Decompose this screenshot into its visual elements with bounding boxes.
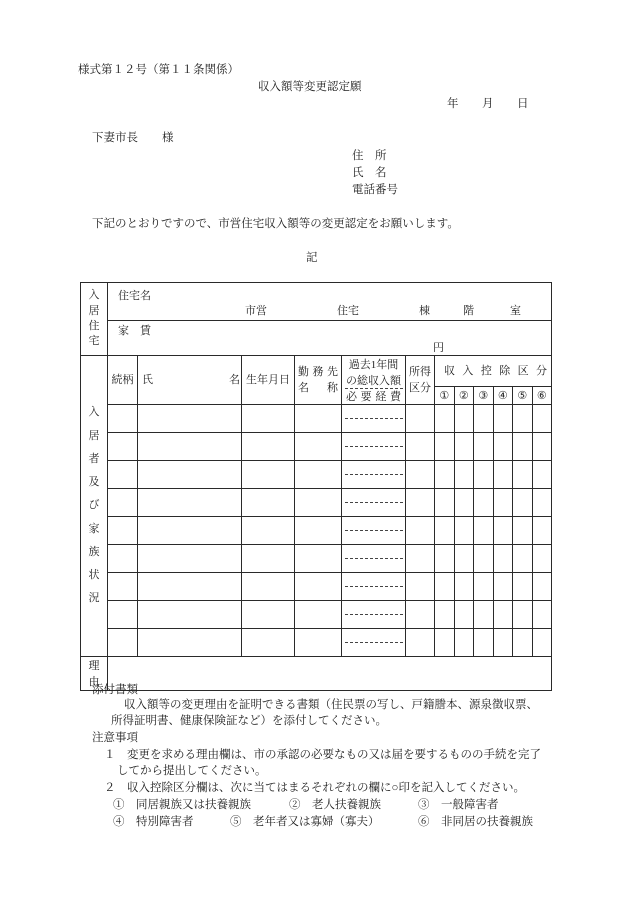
income-cell: [342, 489, 406, 517]
birthdate-cell: [242, 601, 295, 629]
attachments-line: 所得証明書、健康保険証など）を添付してください。: [111, 715, 387, 727]
form-number: 様式第１２号（第１１条関係）: [78, 64, 239, 76]
birthdate-cell: [242, 461, 295, 489]
relation-cell: [108, 573, 138, 601]
deduction-cell: [435, 517, 455, 545]
deduction-cell: [532, 573, 552, 601]
deduction-code-cell: [513, 387, 533, 405]
employer-cell: [295, 573, 342, 601]
label-glyph: 必: [346, 391, 357, 403]
label-glyph: 区: [517, 365, 529, 377]
header-income-class-line1: 所得: [409, 366, 431, 378]
income-class-cell: [406, 405, 435, 433]
income-cell: [342, 573, 406, 601]
deduction-cell: [435, 573, 455, 601]
applicant-phone-label: 電話番号: [352, 184, 398, 196]
employer-cell: [295, 433, 342, 461]
employer-cell: [295, 545, 342, 573]
housing-section-label: 入居住宅: [88, 289, 100, 348]
deduction-cell: [513, 405, 533, 433]
deduction-cell: [435, 601, 455, 629]
attachments-heading: 添付書類: [92, 684, 138, 696]
income-cell: [342, 433, 406, 461]
header-employer-line2: [295, 380, 341, 396]
income-cell: [342, 517, 406, 545]
deduction-cell: [474, 573, 494, 601]
expenses-value: [342, 531, 405, 544]
income-class-cell: [406, 545, 435, 573]
income-class-cell: [406, 601, 435, 629]
label-glyph: 入: [462, 365, 474, 377]
income-class-cell: [406, 461, 435, 489]
deduction-legend-item: ① 同居親族又は扶養親族: [113, 799, 251, 811]
income-class-cell: [406, 573, 435, 601]
label-glyph: 経: [375, 391, 387, 403]
birthdate-cell: [242, 433, 295, 461]
header-income-line1: 過去1年間: [348, 359, 399, 371]
income-class-cell: [406, 433, 435, 461]
relation-cell: [108, 433, 138, 461]
expenses-value: [342, 503, 405, 516]
header-relation: 続柄: [111, 374, 134, 386]
expenses-value: [342, 447, 405, 460]
expenses-value: [342, 559, 405, 572]
household-row: [81, 461, 552, 489]
label-glyph: 務: [312, 366, 324, 378]
header-birthdate: 生年月日: [246, 374, 290, 386]
rent-row: [81, 321, 552, 356]
income-class-cell: [406, 489, 435, 517]
deduction-legend-item: ④ 特別障害者: [113, 816, 194, 828]
note-number: １: [104, 749, 116, 761]
name-cell: [138, 405, 242, 433]
income-cell: [342, 405, 406, 433]
deduction-cell: [474, 629, 494, 657]
income-value: [345, 629, 403, 643]
relation-cell: [108, 489, 138, 517]
header-name-cell: [138, 356, 242, 405]
name-cell: [138, 461, 242, 489]
deduction-cell: [435, 629, 455, 657]
note-text: 収入控除区分欄は、次に当てはまるそれぞれの欄に○印を記入してください。: [127, 782, 525, 794]
deduction-cell: [493, 433, 513, 461]
employer-cell: [295, 517, 342, 545]
deduction-cell: [435, 489, 455, 517]
deduction-cell: [454, 545, 474, 573]
header-name: [138, 373, 241, 387]
header-birthdate-cell: [242, 356, 295, 405]
deduction-cell: [532, 601, 552, 629]
note-text: してから提出してください。: [117, 765, 267, 777]
deduction-cell: [513, 629, 533, 657]
addressee-name: 下妻市長: [92, 132, 138, 144]
expenses-value: [342, 419, 405, 432]
header-relation-cell: [108, 356, 138, 405]
room-label: 室: [510, 305, 521, 317]
city-owned-label: 市営: [245, 305, 267, 317]
deduction-cell: [454, 461, 474, 489]
deduction-cell: [474, 433, 494, 461]
deduction-cell: [474, 545, 494, 573]
deduction-cell: [513, 461, 533, 489]
birthdate-cell: [242, 405, 295, 433]
header-income-line2: の総収入額: [346, 375, 401, 387]
header-income-cell: [342, 356, 406, 405]
income-cell: [342, 629, 406, 657]
date-year-label: 年: [447, 98, 459, 110]
deduction-cell: [493, 461, 513, 489]
label-glyph: 分: [536, 365, 548, 377]
reason-row: [81, 657, 552, 691]
income-divider: [345, 388, 403, 389]
deduction-cell: [493, 629, 513, 657]
deduction-cell: [454, 601, 474, 629]
deduction-legend-item: ② 老人扶養親族: [289, 799, 381, 811]
deduction-cell: [454, 573, 474, 601]
yen-label: 円: [433, 342, 444, 354]
household-section-label-cell: [81, 356, 108, 657]
deduction-cell: [435, 433, 455, 461]
label-glyph: 氏: [142, 374, 153, 386]
deduction-cell: [493, 573, 513, 601]
deduction-legend-item: ③ 一般障害者: [418, 799, 499, 811]
deduction-code-1: ①: [439, 389, 450, 402]
deduction-cell: [454, 517, 474, 545]
income-value: [345, 517, 403, 531]
deduction-cell: [474, 461, 494, 489]
header-deduction-cell: [435, 356, 552, 387]
housing-section-label-cell: [81, 283, 108, 356]
deduction-cell: [513, 517, 533, 545]
relation-cell: [108, 545, 138, 573]
header-income-class-line2: 区分: [409, 382, 431, 394]
deduction-cell: [493, 489, 513, 517]
header-employer-cell: [295, 356, 342, 405]
deduction-cell: [493, 545, 513, 573]
birthdate-cell: [242, 573, 295, 601]
income-cell: [342, 461, 406, 489]
deduction-cell: [454, 433, 474, 461]
floor-label: 階: [463, 305, 474, 317]
housing-label: 住宅: [337, 305, 359, 317]
note-number: ２: [104, 782, 116, 794]
label-glyph: 名: [229, 374, 240, 386]
date-month-label: 月: [482, 98, 494, 110]
housing-name-label: 住宅名: [118, 290, 151, 302]
deduction-code-4: ④: [497, 389, 508, 402]
deduction-cell: [532, 405, 552, 433]
rent-cell: [108, 321, 552, 356]
deduction-cell: [474, 489, 494, 517]
income-class-cell: [406, 629, 435, 657]
deduction-code-cell: [435, 387, 455, 405]
request-text: 下記のとおりですので、市営住宅収入額等の変更認定をお願いします。: [92, 218, 459, 230]
deduction-cell: [474, 601, 494, 629]
household-row: [81, 517, 552, 545]
date-day-label: 日: [517, 98, 529, 110]
birthdate-cell: [242, 629, 295, 657]
deduction-cell: [513, 545, 533, 573]
deduction-cell: [493, 517, 513, 545]
income-cell: [342, 601, 406, 629]
employer-cell: [295, 489, 342, 517]
household-section-label: 入居者及び家族状況: [88, 406, 100, 605]
deduction-cell: [474, 405, 494, 433]
deduction-cell: [454, 489, 474, 517]
income-value: [345, 433, 403, 447]
name-cell: [138, 517, 242, 545]
label-glyph: 費: [389, 391, 401, 403]
income-value: [345, 405, 403, 419]
label-glyph: 勤: [298, 366, 309, 378]
label-glyph: 要: [360, 391, 372, 403]
header-income-class-cell: [406, 356, 435, 405]
employer-cell: [295, 405, 342, 433]
relation-cell: [108, 629, 138, 657]
deduction-cell: [513, 433, 533, 461]
birthdate-cell: [242, 489, 295, 517]
deduction-cell: [435, 545, 455, 573]
housing-name-row: [81, 283, 552, 321]
header-deduction: [435, 364, 551, 378]
addressee-honorific: 様: [162, 132, 174, 144]
name-cell: [138, 545, 242, 573]
expenses-value: [342, 587, 405, 600]
household-row: [81, 433, 552, 461]
deduction-cell: [532, 489, 552, 517]
label-glyph: 名: [298, 382, 309, 394]
rent-label: 家 賃: [118, 325, 151, 337]
deduction-code-2: ②: [458, 389, 469, 402]
header-employer-line1: [295, 364, 341, 380]
income-value: [345, 601, 403, 615]
deduction-cell: [435, 405, 455, 433]
income-value: [345, 489, 403, 503]
name-cell: [138, 573, 242, 601]
deduction-cell: [493, 601, 513, 629]
deduction-cell: [474, 517, 494, 545]
household-row: [81, 545, 552, 573]
reason-label: 理由: [88, 659, 100, 688]
expenses-value: [342, 475, 405, 488]
income-value: [345, 461, 403, 475]
deduction-cell: [435, 461, 455, 489]
ki-heading: 記: [306, 252, 318, 264]
deduction-cell: [454, 405, 474, 433]
deduction-cell: [513, 601, 533, 629]
deduction-cell: [513, 573, 533, 601]
deduction-code-cell: [532, 387, 552, 405]
birthdate-cell: [242, 517, 295, 545]
attachments-line: 収入額等の変更理由を証明できる書類（住民票の写し、戸籍謄本、源泉徴収票、: [124, 699, 538, 711]
relation-cell: [108, 461, 138, 489]
household-header-row: [81, 356, 552, 387]
label-glyph: 控: [480, 365, 492, 377]
name-cell: [138, 601, 242, 629]
form-table: [80, 282, 552, 691]
label-glyph: 称: [327, 382, 338, 394]
deduction-code-cell: [493, 387, 513, 405]
form-title: 収入額等変更認定願: [258, 81, 362, 93]
household-row: [81, 601, 552, 629]
income-class-cell: [406, 517, 435, 545]
employer-cell: [295, 601, 342, 629]
deduction-cell: [532, 545, 552, 573]
deduction-cell: [454, 629, 474, 657]
expenses-value: [342, 643, 405, 656]
relation-cell: [108, 405, 138, 433]
relation-cell: [108, 601, 138, 629]
label-glyph: 収: [444, 365, 455, 377]
header-expenses: [346, 390, 401, 404]
deduction-code-cell: [474, 387, 494, 405]
deduction-code-5: ⑤: [517, 389, 528, 402]
name-cell: [138, 433, 242, 461]
deduction-cell: [493, 405, 513, 433]
income-cell: [342, 545, 406, 573]
applicant-address-label: 住 所: [352, 150, 387, 162]
household-row: [81, 489, 552, 517]
name-cell: [138, 629, 242, 657]
deduction-cell: [513, 489, 533, 517]
deduction-code-cell: [454, 387, 474, 405]
household-row: [81, 629, 552, 657]
building-label: 棟: [419, 305, 430, 317]
expenses-value: [342, 615, 405, 628]
notes-heading: 注意事項: [92, 732, 138, 744]
deduction-code-3: ③: [478, 389, 489, 402]
note-text: 変更を求める理由欄は、市の承認の必要なもの又は届を要するものの手続を完了: [127, 749, 541, 761]
housing-name-cell: [108, 283, 552, 321]
employer-cell: [295, 461, 342, 489]
deduction-cell: [532, 517, 552, 545]
reason-field: [108, 657, 552, 691]
name-cell: [138, 489, 242, 517]
applicant-name-label: 氏 名: [352, 167, 387, 179]
deduction-legend-item: ⑥ 非同居の扶養親族: [418, 816, 533, 828]
household-row: [81, 405, 552, 433]
deduction-cell: [532, 629, 552, 657]
household-row: [81, 573, 552, 601]
label-glyph: 先: [327, 366, 338, 378]
deduction-code-6: ⑥: [536, 389, 547, 402]
label-glyph: 除: [499, 365, 511, 377]
birthdate-cell: [242, 545, 295, 573]
income-value: [345, 573, 403, 587]
deduction-cell: [532, 461, 552, 489]
income-value: [345, 545, 403, 559]
deduction-cell: [532, 433, 552, 461]
deduction-legend-item: ⑤ 老年者又は寡婦（寡夫）: [230, 816, 380, 828]
relation-cell: [108, 517, 138, 545]
employer-cell: [295, 629, 342, 657]
